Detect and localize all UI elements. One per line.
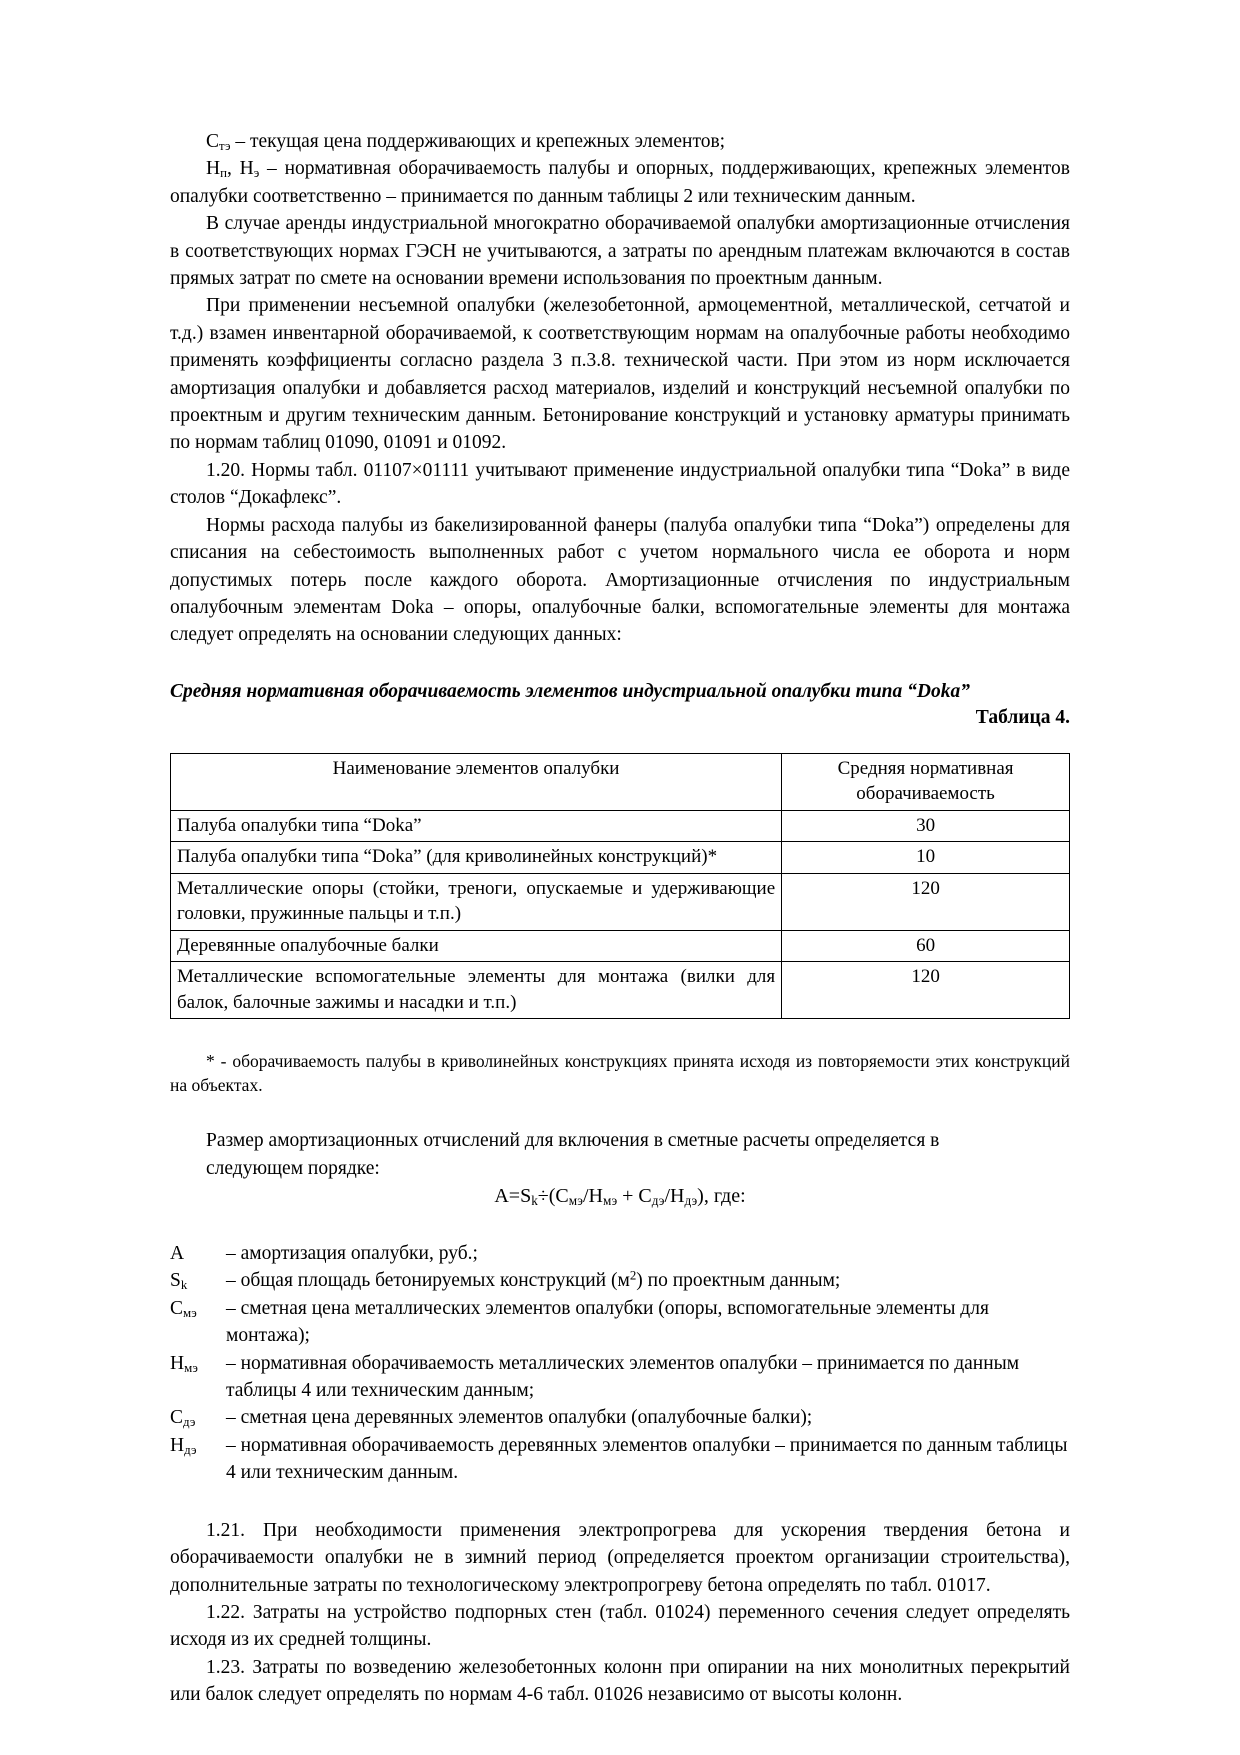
table-header-row [171,753,1070,810]
table-cell-name: Палуба опалубки типа “Doka” (для криволинейных конструкций)* [171,842,782,874]
symbol-base: Н [170,1434,185,1456]
table-cell-value: 30 [782,810,1070,842]
definition-symbol [170,1295,226,1350]
table-body [171,810,1070,1019]
table-cell-name: Деревянные опалубочные балки [171,930,782,962]
spacer [170,1487,1070,1517]
formula-lead-in [206,1127,1070,1182]
table-cell-value: 60 [782,930,1070,962]
definition-text [226,1267,1070,1294]
table-footnote: * - оборачиваемость палубы в криволинейных конструкциях принята исходя из повторяемости этих конструкций на объектах. [170,1051,1070,1096]
symbol-base: С [170,1297,184,1319]
definition-symbol [170,1432,226,1487]
paragraph-nesemnaya: При применении несъемной опалубки (железобетонной, армоцементной, металлической, сетчатой и т.д.) взамен инвентарной оборачиваемой, к соответствующим нормам на опалубочные работы необходимо применять коэффициенты согласно раздела 3 п.3.8. технической части. При этом из норм исключается амортизация опалубки и добавляется расход материалов, изделий и конструкций несъемной опалубки по проектным и другим техническим данным. Бетонирование конструкций и установку арматуры принимать по нормам таблиц 01090, 01091 и 01092. [170,295,1070,454]
table-row [171,930,1070,962]
symbol-base: A [170,1243,185,1265]
paragraph-rent: В случае аренды индустриальной многократно оборачиваемой опалубки амортизационные отчисления в соответствующих нормах ГЭСН не учитываются, а затраты по арендным платежам включаются в состав прямых затрат по смете на основании времени использования по проектным данным. [170,213,1070,290]
symbol-base: S [170,1270,181,1292]
spacer [170,1210,1070,1240]
definition-symbol [170,1404,226,1431]
paragraph-normy-raskhoda: Нормы расхода палубы из бакелизированной фанеры (палуба опалубки типа “Doka”) определены для списания на себестоимость выполненных работ с учетом нормального числа ее оборота и норм допустимых потерь после каждого оборота. Амортизационные отчисления по индустриальным опалубочным элементам Doka – опоры, опалубочные балки, вспомогательные элементы для монтажа следует определять на основании следующих данных: [170,514,1070,646]
formula-sub-cme: мэ [568,1193,583,1209]
symbol-base: С [170,1407,184,1429]
spacer [170,1097,1070,1127]
formula-sub-hme: мэ [602,1193,618,1209]
paragraph-1-21: 1.21. При необходимости применения электропрогрева для ускорения твердения бетона и оборачиваемости опалубки не в зимний период (определяется проектом организации строительства), дополнительные затраты по технологическому электропрогреву бетона определять по табл. 01017. [170,1519,1070,1596]
paragraph-1-23: 1.23. Затраты по возведению железобетонных колонн при опирании на них монолитных перекрытий или балок следует определять по нормам 4-6 табл. 01026 независимо от высоты колонн. [170,1656,1070,1706]
formula-part-div: ÷(С [537,1185,569,1208]
table-cell-value: 120 [782,873,1070,930]
symbol-h-p: $Н_п$ [206,158,227,181]
definition-text-before: – общая площадь бетонируемых конструкций (м [226,1270,630,1292]
table-cell-name: Металлические опоры (стойки, треноги, опускаемые и удерживающие головки, пружинные пальцы и т.п.) [171,873,782,930]
definition-c-te [170,128,1070,155]
formula-sub-sk: k [531,1193,538,1209]
formula-lead-line-2: следующем порядке: [206,1157,380,1179]
formula-lead-line-1: Размер амортизационных отчислений для включения в сметные расчеты определяется в [206,1130,940,1152]
definition-text: – амортизация опалубки, руб.; [226,1243,478,1265]
formula-part-slash1: /Н [582,1185,603,1208]
definition-row-sk [170,1267,1070,1294]
formwork-turnover-table [170,753,1070,1020]
table-cell-value: 10 [782,842,1070,874]
spacer [170,649,1070,679]
symbol-base: Н [170,1352,185,1374]
definition-row-hme [170,1350,1070,1405]
formula-part-plus: + С [617,1185,652,1208]
paragraph-1-20: 1.20. Нормы табл. 01107×01111 учитывают применение индустриальной опалубки типа “Doka” в виде столов “Докафлекс”. [170,459,1070,509]
table-row [171,962,1070,1019]
symbol-subscript: п [220,166,227,181]
definition-text: – нормативная оборачиваемость деревянных элементов опалубки – принимается по данным таблицы 4 или техническим данным. [226,1434,1068,1484]
definition-row-hde [170,1432,1070,1487]
definition-text: – сметная цена деревянных элементов опалубки (опалубочные балки); [226,1407,813,1429]
amortization-formula [170,1182,1070,1210]
symbol-subscript: мэ [183,1305,197,1320]
formula-a-sk [494,1185,537,1207]
table-caption-block [170,679,1070,731]
table-row [171,842,1070,874]
definition-row-a [170,1240,1070,1267]
definition-row-cme [170,1295,1070,1350]
definition-symbol [170,1240,226,1267]
table-cell-name: Металлические вспомогательные элементы для монтажа (вилки для балок, балочные зажимы и насадки и т.п.) [171,962,782,1019]
symbol-h-e: $Н_э$ [239,158,260,181]
definition-h-text: – нормативная оборачиваемость палубы и опорных, поддерживающих, крепежных элементов опалубки соответственно – принимается по данным таблицы 2 или техническим данным. [170,158,1070,207]
formula-part-slash2: /Н [664,1185,685,1208]
table-number: Таблица 4. [975,706,1070,728]
spacer [170,1019,1070,1049]
symbol-subscript: k [180,1278,188,1293]
table-row [171,873,1070,930]
symbol-subscript: э [253,166,260,181]
table-cell-name: Палуба опалубки типа “Doka” [171,810,782,842]
table-header-name: Наименование элементов опалубки [171,753,782,810]
table-head [171,753,1070,810]
definition-h-p-h-e: $Н_п$, $Н_э$ – нормативная оборачиваемость палубы и опорных, поддерживающих, крепежных элементов опалубки соответственно – принимается по данным таблицы 2 или техническим данным. [170,158,1070,207]
definition-text: – сметная цена металлических элементов опалубки (опоры, вспомогательные элементы для монтажа); [226,1297,989,1347]
definition-symbol [170,1350,226,1405]
definition-text: – нормативная оборачиваемость металлических элементов опалубки – принимается по данным таблицы 4 или техническим данным; [226,1352,1020,1402]
superscript-two: 2 [629,1268,637,1283]
symbol-c-te: $С_{тэ}$ [206,131,231,154]
definition-row-cde [170,1404,1070,1431]
table-header-turnover: Средняя нормативная оборачиваемость [782,753,1070,810]
symbol-subscript: дэ [183,1415,196,1430]
paragraph-1-22: 1.22. Затраты на устройство подпорных стен (табл. 01024) переменного сечения следует определять исходя из их средней толщины. [170,1601,1070,1651]
table-caption-text: Средняя нормативная оборачиваемость элементов индустриальной опалубки типа “Doka” [170,680,970,702]
table-cell-value: 120 [782,962,1070,1019]
definition-c-te-text: – текущая цена поддерживающих и крепежных элементов; [230,131,726,152]
formula-sub-hde: дэ [684,1193,698,1209]
table-row [171,810,1070,842]
symbol-subscript: мэ [184,1360,198,1375]
symbol-subscript: тэ [219,139,231,154]
formula-sub-cde: дэ [651,1193,665,1209]
definition-symbol [170,1267,226,1294]
formula-part-tail: ), где: [697,1185,746,1208]
formula-definitions-list [170,1240,1070,1487]
formula-part-a: A=S [494,1185,532,1208]
symbol-subscript: дэ [184,1442,197,1457]
definition-text-after: ) по проектным данным; [636,1270,841,1292]
